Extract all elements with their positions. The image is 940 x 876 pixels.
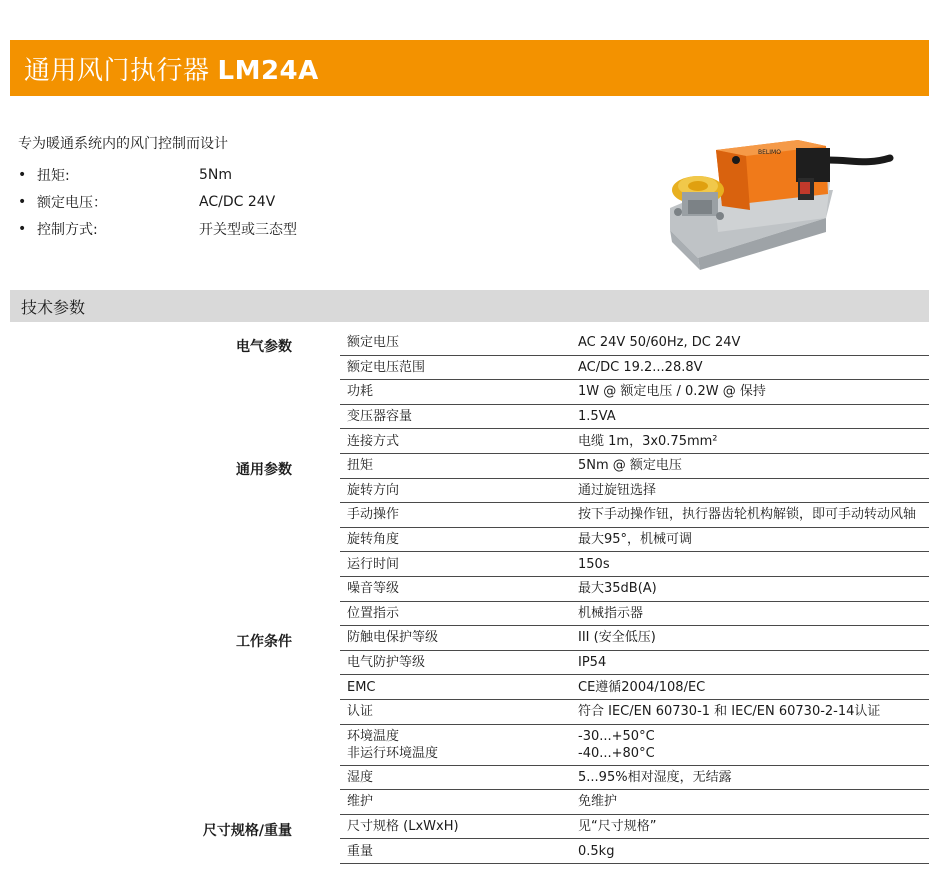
spec-value: 开关型或三态型 xyxy=(199,221,297,238)
param-value: 5Nm @ 额定电压 xyxy=(578,458,682,474)
svg-text:BELIMO: BELIMO xyxy=(758,149,781,156)
param-value: IP54 xyxy=(578,655,607,671)
bullet-icon: • xyxy=(18,220,27,237)
param-name: 维护 xyxy=(347,794,374,810)
param-value: 1W @ 额定电压 / 0.2W @ 保持 xyxy=(578,384,766,400)
bullet-icon: • xyxy=(18,166,27,183)
param-name: 变压器容量 xyxy=(347,409,413,425)
param-name: 旋转方向 xyxy=(347,482,400,498)
table-row xyxy=(10,380,929,405)
param-value: AC/DC 19.2...28.8V xyxy=(578,359,703,375)
intro-description: 专为暖通系统内的风门控制而设计 xyxy=(18,136,228,152)
table-row xyxy=(10,479,929,504)
param-name: 额定电压范围 xyxy=(347,359,426,375)
param-value: 0.5kg xyxy=(578,843,615,859)
param-name: 电气防护等级 xyxy=(347,655,426,671)
actuator-product-image xyxy=(658,120,898,270)
table-row xyxy=(10,766,929,791)
table-row xyxy=(10,602,929,627)
param-name: 连接方式 xyxy=(347,433,400,449)
group-label: 通用参数 xyxy=(236,461,292,478)
param-name: 运行时间 xyxy=(347,556,400,572)
table-row xyxy=(10,577,929,602)
param-value: 符合 IEC/EN 60730-1 和 IEC/EN 60730-2-14认证 xyxy=(578,704,881,720)
section-header xyxy=(10,290,929,322)
table-row xyxy=(10,651,929,676)
param-value: III (安全低压) xyxy=(578,630,656,646)
param-value: 150s xyxy=(578,556,610,572)
spec-item-control xyxy=(18,215,618,242)
section-title: 技术参数 xyxy=(21,297,86,317)
table-row xyxy=(10,503,929,528)
table-row xyxy=(10,331,929,356)
table-row xyxy=(10,725,929,766)
table-row xyxy=(10,626,929,651)
title-model: LM24A xyxy=(217,55,319,86)
group-label: 电气参数 xyxy=(236,339,292,355)
param-value: 1.5VA xyxy=(578,409,616,425)
table-row xyxy=(10,552,929,577)
spec-item-voltage xyxy=(18,188,618,215)
title-cn: 通用风门执行器 xyxy=(24,55,210,86)
param-value: 机械指示器 xyxy=(578,605,644,621)
table-row xyxy=(10,429,929,454)
param-name: 扭矩 xyxy=(347,458,374,474)
param-value: CE遵循2004/108/EC xyxy=(578,679,706,695)
spec-value: 5Nm xyxy=(199,166,233,183)
table-row xyxy=(10,405,929,430)
param-value: 按下手动操作钮，执行器齿轮机构解锁，即可手动转动风轴 xyxy=(578,507,917,523)
spec-key: 控制方式: xyxy=(37,221,98,238)
spec-key: 扭矩: xyxy=(37,167,70,184)
table-row xyxy=(10,839,929,864)
param-name: 湿度 xyxy=(347,769,374,785)
param-name: 手动操作 xyxy=(347,507,400,523)
spec-key: 额定电压： xyxy=(37,194,107,211)
parameters-table xyxy=(10,331,929,864)
bullet-icon: • xyxy=(18,193,27,210)
param-name: 旋转角度 xyxy=(347,532,400,548)
group-label: 尺寸规格/重量 xyxy=(202,822,292,839)
spec-item-torque xyxy=(18,161,618,188)
param-name: 额定电压 xyxy=(347,335,400,351)
param-name: 噪音等级 xyxy=(347,581,400,597)
param-value: 电缆 1m，3x0.75mm² xyxy=(578,433,718,449)
table-row xyxy=(10,528,929,553)
param-value: 免维护 xyxy=(578,794,618,810)
table-row xyxy=(10,356,929,381)
param-value: 最大95°，机械可调 xyxy=(578,532,693,548)
page-title xyxy=(24,50,319,87)
param-name: 防触电保护等级 xyxy=(347,630,439,646)
param-value: 通过旋钮选择 xyxy=(578,482,657,498)
param-value: 最大35dB(A) xyxy=(578,581,657,597)
table-row xyxy=(10,790,929,815)
spec-value: AC/DC 24V xyxy=(199,193,276,210)
param-value: -30...+50°C -40...+80°C xyxy=(578,728,655,761)
param-name: 位置指示 xyxy=(347,605,400,621)
table-row xyxy=(10,454,929,479)
intro-section xyxy=(18,134,618,242)
param-value: 5...95%相对湿度，无结露 xyxy=(578,769,732,785)
table-row xyxy=(10,675,929,700)
param-name: 环境温度 非运行环境温度 xyxy=(347,728,439,761)
table-row xyxy=(10,700,929,725)
table-row xyxy=(10,815,929,840)
param-name: 功耗 xyxy=(347,384,374,400)
param-name: EMC xyxy=(347,679,376,695)
group-label: 工作条件 xyxy=(236,634,292,651)
param-value: 见“尺寸规格” xyxy=(578,818,657,834)
title-bar xyxy=(10,40,929,96)
param-name: 重量 xyxy=(347,843,374,859)
param-name: 尺寸规格 (LxWxH) xyxy=(347,818,459,834)
param-name: 认证 xyxy=(347,704,374,720)
param-value: AC 24V 50/60Hz, DC 24V xyxy=(578,335,741,351)
